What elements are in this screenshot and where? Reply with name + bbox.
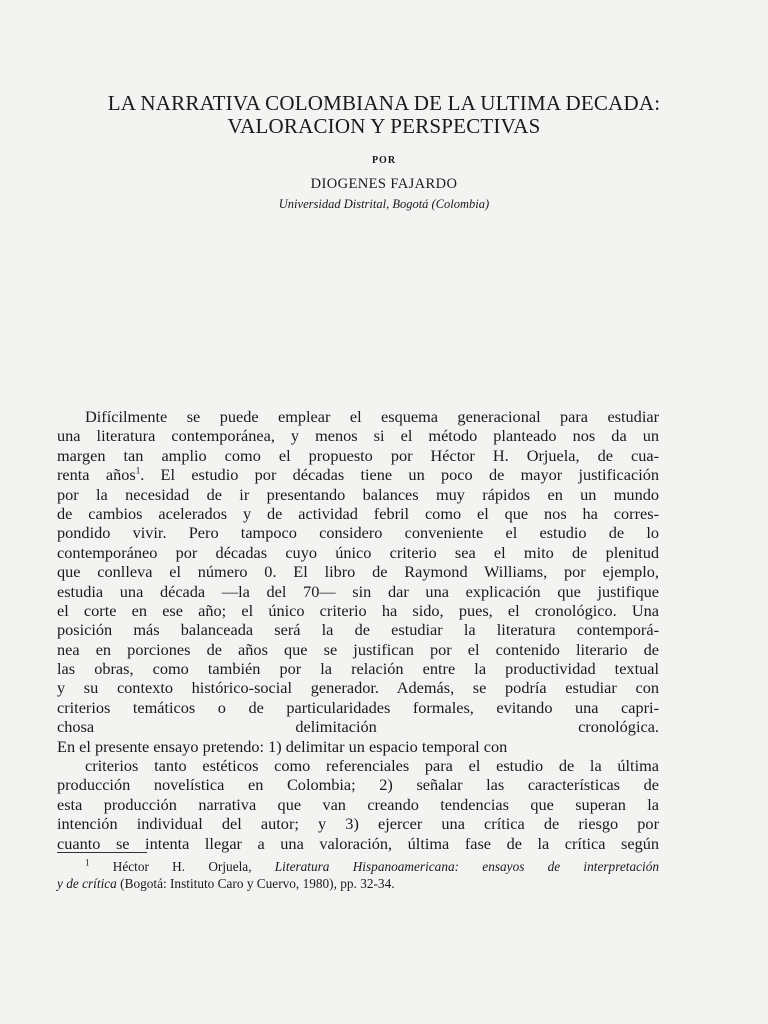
body-line: criterios tanto estéticos como referenciales para el estudio de la última <box>85 756 659 776</box>
body-line: margen tan amplio como el propuesto por Héctor H. Orjuela, de cua- <box>57 445 659 465</box>
body-line-part: . El estudio por décadas tiene un poco de mayor justificación <box>140 465 659 485</box>
body-line-part: renta años <box>57 465 136 485</box>
author-name: DIOGENES FAJARDO <box>310 176 458 192</box>
body-line: producción novelística en Colombia; 2) señalar las características de <box>57 775 659 795</box>
footnote-reference: 1 <box>135 465 141 476</box>
body-line: cuanto se intenta llegar a una valoración, última fase de la crítica según <box>57 833 659 853</box>
article-title <box>40 92 728 138</box>
byline-por: POR <box>371 155 397 166</box>
body-line: que conlleva el número 0. El libro de Raymond Williams, por ejemplo, <box>57 562 659 582</box>
footnote-number: 1 <box>85 857 90 868</box>
footnote-divider <box>57 852 147 853</box>
title-line-2: VALORACION Y PERSPECTIVAS <box>227 114 541 138</box>
footnote-publication: (Bogotá: Instituto Caro y Cuervo, 1980), pp. 32-34. <box>120 875 395 891</box>
body-line: las obras, como también por la relación entre la productividad textual <box>57 659 659 679</box>
body-line: y su contexto histórico-social generador. Además, se podría estudiar con <box>57 678 659 698</box>
body-line: chosa delimitación cronológica. <box>57 717 659 737</box>
body-line: nea en porciones de años que se justifican por el contenido literario de <box>57 639 659 659</box>
footnote-book-title: Literatura Hispanoamericana: ensayos de interpretación <box>274 859 660 874</box>
author-affiliation: Universidad Distrital, Bogotá (Colombia) <box>278 197 490 211</box>
body-line <box>57 465 659 484</box>
body-line: intención individual del autor; y 3) ejercer una crítica de riesgo por <box>57 814 659 834</box>
body-line: pondido vivir. Pero tampoco considero conveniente el estudio de lo <box>57 523 659 543</box>
body-text <box>57 407 659 872</box>
body-line: En el presente ensayo pretendo: 1) delimitar un espacio temporal con <box>57 736 508 756</box>
footnotes <box>57 859 659 892</box>
footnote-line <box>57 876 659 893</box>
footnote-book-title-cont: y de crítica <box>57 875 117 891</box>
body-line: esta producción narrativa que van creando tendencias que superan la <box>57 794 659 814</box>
footnote-author: Héctor H. Orjuela, <box>112 859 252 874</box>
body-line: estudia una década —la del 70— sin dar una explicación que justifique <box>57 581 659 601</box>
body-line: el corte en ese año; el único criterio ha sido, pues, el cronológico. Una <box>57 600 659 620</box>
body-line: contemporáneo por décadas cuyo único criterio sea el mito de plenitud <box>57 542 659 562</box>
body-line: Difícilmente se puede emplear el esquema generacional para estudiar <box>85 407 659 426</box>
body-line: criterios temáticos o de particularidades formales, evitando una capri- <box>57 697 659 717</box>
body-line: de cambios acelerados y de actividad febril como el que nos ha corres- <box>57 503 659 523</box>
body-line: por la necesidad de ir presentando balances muy rápidos en un mundo <box>57 484 659 504</box>
footnote-line <box>57 859 659 876</box>
body-line: una literatura contemporánea, y menos si el método planteado nos da un <box>57 426 659 446</box>
body-line: posición más balanceada será la de estudiar la literatura contemporá- <box>57 620 659 640</box>
title-line-1: LA NARRATIVA COLOMBIANA DE LA ULTIMA DECADA: <box>107 91 661 115</box>
